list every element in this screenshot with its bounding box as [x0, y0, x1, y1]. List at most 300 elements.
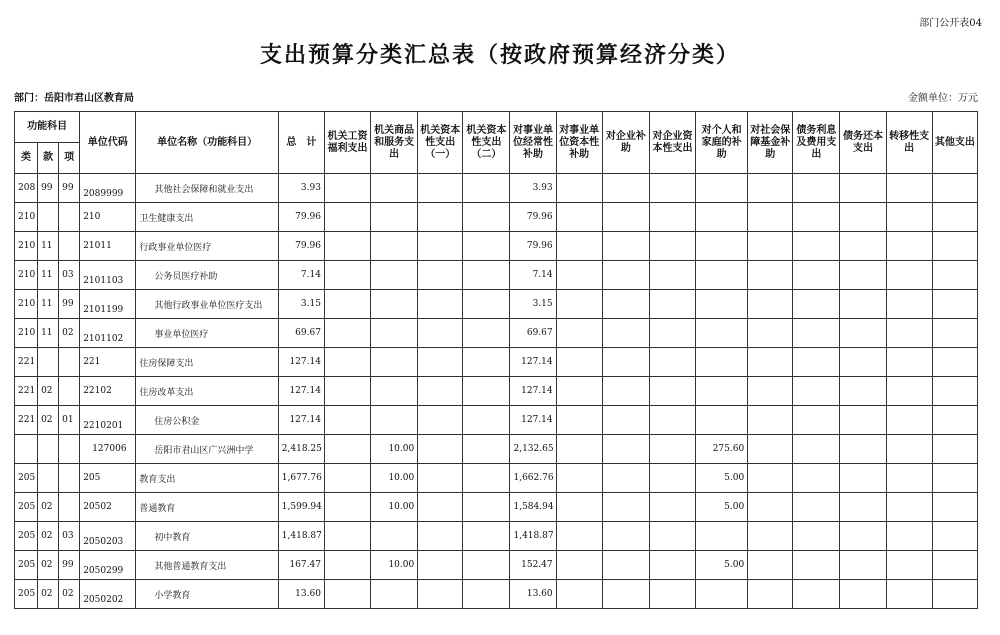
cell-code: 20502	[80, 493, 136, 522]
header-c14: 其他支出	[932, 112, 977, 174]
cell-c10	[748, 174, 793, 203]
cell-c9	[696, 319, 748, 348]
cell-c1	[324, 261, 370, 290]
cell-c2	[371, 232, 418, 261]
cell-xiang: 99	[59, 174, 80, 203]
cell-c6	[556, 319, 602, 348]
cell-c3	[418, 348, 463, 377]
header-c4: 机关资本性支出（二）	[463, 112, 510, 174]
table-row	[15, 261, 978, 290]
cell-c9	[696, 203, 748, 232]
cell-c5: 127.14	[510, 348, 556, 377]
cell-code: 2101103	[80, 261, 136, 290]
cell-c2: 10.00	[371, 551, 418, 580]
cell-c11	[793, 435, 840, 464]
table-row	[15, 435, 978, 464]
cell-c12	[840, 261, 886, 290]
table-body	[15, 174, 978, 609]
cell-lei: 221	[15, 348, 38, 377]
cell-c4	[463, 232, 510, 261]
cell-code: 127006	[80, 435, 136, 464]
cell-total: 3.15	[278, 290, 324, 319]
table-row	[15, 493, 978, 522]
cell-c9	[696, 290, 748, 319]
cell-c13	[886, 377, 932, 406]
cell-c1	[324, 290, 370, 319]
cell-c13	[886, 319, 932, 348]
table-row	[15, 377, 978, 406]
cell-c5: 7.14	[510, 261, 556, 290]
cell-c6	[556, 522, 602, 551]
cell-xiang	[59, 464, 80, 493]
cell-c11	[793, 493, 840, 522]
page-title: 支出预算分类汇总表（按政府预算经济分类）	[259, 43, 740, 68]
cell-kuan	[38, 203, 59, 232]
cell-c3	[418, 232, 463, 261]
header-name: 单位名称（功能科目）	[136, 112, 278, 174]
department-label: 部门：岳阳市君山区教育局	[14, 93, 134, 104]
cell-lei: 205	[15, 522, 38, 551]
cell-code: 22102	[80, 377, 136, 406]
cell-c5: 127.14	[510, 377, 556, 406]
cell-c7	[602, 551, 649, 580]
cell-c3	[418, 261, 463, 290]
cell-c11	[793, 319, 840, 348]
cell-xiang: 03	[59, 522, 80, 551]
cell-c8	[649, 522, 695, 551]
cell-c5: 1,662.76	[510, 464, 556, 493]
cell-c9: 275.60	[696, 435, 748, 464]
cell-name: 住房改革支出	[136, 377, 278, 406]
cell-c4	[463, 319, 510, 348]
cell-c4	[463, 261, 510, 290]
cell-c1	[324, 522, 370, 551]
header-c1: 机关工资福利支出	[324, 112, 370, 174]
cell-c4	[463, 174, 510, 203]
cell-c12	[840, 232, 886, 261]
cell-c4	[463, 551, 510, 580]
header-func-group: 功能科目	[15, 112, 80, 143]
cell-c2	[371, 174, 418, 203]
cell-c14	[932, 464, 977, 493]
cell-total: 127.14	[278, 406, 324, 435]
cell-c11	[793, 290, 840, 319]
cell-c11	[793, 522, 840, 551]
cell-total: 13.60	[278, 580, 324, 609]
cell-c13	[886, 522, 932, 551]
cell-c8	[649, 406, 695, 435]
cell-total: 3.93	[278, 174, 324, 203]
header-total: 总 计	[278, 112, 324, 174]
cell-lei: 221	[15, 406, 38, 435]
cell-lei: 205	[15, 493, 38, 522]
cell-c1	[324, 319, 370, 348]
cell-total: 167.47	[278, 551, 324, 580]
header-c10: 对社会保障基金补助	[748, 112, 793, 174]
cell-code: 21011	[80, 232, 136, 261]
cell-c7	[602, 406, 649, 435]
cell-name: 其他普通教育支出	[136, 551, 278, 580]
cell-c12	[840, 174, 886, 203]
cell-c1	[324, 174, 370, 203]
cell-code: 210	[80, 203, 136, 232]
cell-total: 1,418.87	[278, 522, 324, 551]
cell-name: 公务员医疗补助	[136, 261, 278, 290]
cell-c9	[696, 174, 748, 203]
cell-c8	[649, 580, 695, 609]
cell-c10	[748, 464, 793, 493]
table-row	[15, 464, 978, 493]
cell-c6	[556, 464, 602, 493]
cell-c4	[463, 522, 510, 551]
cell-code: 2210201	[80, 406, 136, 435]
cell-c8	[649, 435, 695, 464]
cell-c14	[932, 261, 977, 290]
cell-c9	[696, 261, 748, 290]
cell-c14	[932, 551, 977, 580]
cell-c13	[886, 174, 932, 203]
cell-c5: 127.14	[510, 406, 556, 435]
cell-c7	[602, 319, 649, 348]
cell-c5: 1,418.87	[510, 522, 556, 551]
cell-c1	[324, 435, 370, 464]
cell-kuan: 11	[38, 232, 59, 261]
cell-c6	[556, 203, 602, 232]
table-header	[15, 112, 978, 174]
budget-table	[14, 111, 978, 609]
cell-c5: 3.15	[510, 290, 556, 319]
cell-c8	[649, 203, 695, 232]
cell-kuan	[38, 435, 59, 464]
cell-c12	[840, 377, 886, 406]
cell-kuan: 99	[38, 174, 59, 203]
header-c6: 对事业单位资本性补助	[556, 112, 602, 174]
cell-c14	[932, 203, 977, 232]
cell-c6	[556, 290, 602, 319]
cell-c10	[748, 435, 793, 464]
cell-c8	[649, 464, 695, 493]
cell-xiang	[59, 348, 80, 377]
cell-c2	[371, 377, 418, 406]
cell-c1	[324, 203, 370, 232]
cell-name: 其他行政事业单位医疗支出	[136, 290, 278, 319]
cell-c4	[463, 290, 510, 319]
cell-kuan	[38, 348, 59, 377]
cell-total: 1,599.94	[278, 493, 324, 522]
table-row	[15, 348, 978, 377]
cell-c1	[324, 406, 370, 435]
cell-c14	[932, 435, 977, 464]
cell-c11	[793, 174, 840, 203]
cell-total: 127.14	[278, 377, 324, 406]
cell-c3	[418, 435, 463, 464]
cell-c12	[840, 203, 886, 232]
cell-c14	[932, 406, 977, 435]
cell-c8	[649, 377, 695, 406]
table-row	[15, 319, 978, 348]
cell-c3	[418, 377, 463, 406]
cell-c10	[748, 348, 793, 377]
cell-c6	[556, 261, 602, 290]
table-row	[15, 232, 978, 261]
cell-c7	[602, 522, 649, 551]
cell-lei: 205	[15, 551, 38, 580]
cell-c5: 79.96	[510, 232, 556, 261]
cell-c4	[463, 580, 510, 609]
cell-total: 2,418.25	[278, 435, 324, 464]
cell-c7	[602, 493, 649, 522]
cell-kuan: 11	[38, 261, 59, 290]
cell-c1	[324, 464, 370, 493]
cell-lei: 210	[15, 319, 38, 348]
cell-c7	[602, 232, 649, 261]
cell-kuan: 02	[38, 377, 59, 406]
cell-c4	[463, 493, 510, 522]
cell-kuan: 02	[38, 522, 59, 551]
cell-c12	[840, 493, 886, 522]
cell-c5: 152.47	[510, 551, 556, 580]
cell-c1	[324, 551, 370, 580]
cell-c9	[696, 406, 748, 435]
cell-c10	[748, 290, 793, 319]
cell-name: 岳阳市君山区广兴洲中学	[136, 435, 278, 464]
cell-xiang: 01	[59, 406, 80, 435]
cell-code: 2101102	[80, 319, 136, 348]
cell-c14	[932, 522, 977, 551]
cell-c10	[748, 406, 793, 435]
cell-c4	[463, 406, 510, 435]
cell-kuan: 11	[38, 319, 59, 348]
cell-c4	[463, 203, 510, 232]
cell-code: 2101199	[80, 290, 136, 319]
cell-c13	[886, 232, 932, 261]
form-number: 部门公开表04	[919, 18, 982, 29]
cell-c14	[932, 348, 977, 377]
cell-total: 1,677.76	[278, 464, 324, 493]
cell-c3	[418, 522, 463, 551]
cell-c10	[748, 493, 793, 522]
cell-c1	[324, 348, 370, 377]
cell-c11	[793, 377, 840, 406]
cell-c8	[649, 174, 695, 203]
cell-c13	[886, 580, 932, 609]
table-row	[15, 290, 978, 319]
cell-c7	[602, 203, 649, 232]
cell-c4	[463, 348, 510, 377]
cell-lei: 205	[15, 580, 38, 609]
cell-c6	[556, 580, 602, 609]
cell-c8	[649, 232, 695, 261]
cell-c13	[886, 203, 932, 232]
cell-c9: 5.00	[696, 493, 748, 522]
amount-unit-label: 金额单位：万元	[908, 93, 978, 104]
cell-c3	[418, 406, 463, 435]
cell-c2	[371, 261, 418, 290]
cell-c11	[793, 261, 840, 290]
cell-c10	[748, 319, 793, 348]
cell-xiang	[59, 377, 80, 406]
cell-name: 普通教育	[136, 493, 278, 522]
cell-c14	[932, 580, 977, 609]
cell-c11	[793, 203, 840, 232]
cell-c6	[556, 435, 602, 464]
cell-c14	[932, 174, 977, 203]
cell-c3	[418, 319, 463, 348]
cell-c6	[556, 232, 602, 261]
cell-c13	[886, 464, 932, 493]
cell-c11	[793, 406, 840, 435]
cell-total: 7.14	[278, 261, 324, 290]
cell-lei: 205	[15, 464, 38, 493]
cell-c14	[932, 319, 977, 348]
cell-c5: 13.60	[510, 580, 556, 609]
cell-kuan: 02	[38, 493, 59, 522]
cell-c13	[886, 348, 932, 377]
cell-c7	[602, 435, 649, 464]
cell-c6	[556, 174, 602, 203]
header-xiang: 项	[59, 143, 80, 174]
cell-c10	[748, 580, 793, 609]
cell-total: 69.67	[278, 319, 324, 348]
cell-c6	[556, 551, 602, 580]
cell-code: 221	[80, 348, 136, 377]
cell-c7	[602, 464, 649, 493]
cell-c1	[324, 493, 370, 522]
cell-c10	[748, 377, 793, 406]
table-row	[15, 580, 978, 609]
cell-c2	[371, 348, 418, 377]
cell-kuan: 02	[38, 406, 59, 435]
cell-lei: 208	[15, 174, 38, 203]
cell-c4	[463, 464, 510, 493]
cell-kuan: 02	[38, 551, 59, 580]
cell-c2	[371, 406, 418, 435]
cell-c1	[324, 580, 370, 609]
cell-kuan: 02	[38, 580, 59, 609]
cell-c3	[418, 551, 463, 580]
cell-name: 住房保障支出	[136, 348, 278, 377]
cell-xiang	[59, 232, 80, 261]
cell-c12	[840, 464, 886, 493]
header-c5: 对事业单位经常性补助	[510, 112, 556, 174]
cell-name: 住房公积金	[136, 406, 278, 435]
cell-lei: 210	[15, 232, 38, 261]
cell-c10	[748, 551, 793, 580]
cell-c8	[649, 319, 695, 348]
cell-name: 其他社会保障和就业支出	[136, 174, 278, 203]
cell-c2: 10.00	[371, 493, 418, 522]
cell-c2: 10.00	[371, 464, 418, 493]
header-c9: 对个人和家庭的补助	[696, 112, 748, 174]
cell-c8	[649, 290, 695, 319]
cell-c3	[418, 290, 463, 319]
cell-xiang: 99	[59, 290, 80, 319]
cell-name: 卫生健康支出	[136, 203, 278, 232]
cell-c12	[840, 290, 886, 319]
cell-c6	[556, 377, 602, 406]
cell-c13	[886, 551, 932, 580]
cell-c7	[602, 290, 649, 319]
cell-c8	[649, 261, 695, 290]
table-row	[15, 551, 978, 580]
cell-c14	[932, 377, 977, 406]
header-c11: 债务利息及费用支出	[793, 112, 840, 174]
cell-lei: 210	[15, 203, 38, 232]
cell-code: 2050299	[80, 551, 136, 580]
table-row	[15, 174, 978, 203]
cell-c8	[649, 348, 695, 377]
cell-c9: 5.00	[696, 551, 748, 580]
cell-c7	[602, 174, 649, 203]
header-c13: 转移性支出	[886, 112, 932, 174]
cell-c10	[748, 203, 793, 232]
cell-c9	[696, 348, 748, 377]
cell-c7	[602, 261, 649, 290]
cell-c6	[556, 348, 602, 377]
cell-c12	[840, 319, 886, 348]
cell-code: 205	[80, 464, 136, 493]
cell-name: 行政事业单位医疗	[136, 232, 278, 261]
cell-code: 2050203	[80, 522, 136, 551]
cell-name: 事业单位医疗	[136, 319, 278, 348]
header-c2: 机关商品和服务支出	[371, 112, 418, 174]
cell-c2: 10.00	[371, 435, 418, 464]
header-kuan: 款	[38, 143, 59, 174]
cell-c12	[840, 435, 886, 464]
cell-c11	[793, 348, 840, 377]
cell-xiang: 02	[59, 319, 80, 348]
cell-c2	[371, 203, 418, 232]
cell-c10	[748, 522, 793, 551]
cell-c8	[649, 551, 695, 580]
header-c8: 对企业资本性支出	[649, 112, 695, 174]
cell-c11	[793, 232, 840, 261]
cell-c13	[886, 435, 932, 464]
cell-c13	[886, 290, 932, 319]
cell-lei: 221	[15, 377, 38, 406]
cell-c2	[371, 319, 418, 348]
cell-c5: 2,132.65	[510, 435, 556, 464]
header-lei: 类	[15, 143, 38, 174]
cell-c6	[556, 406, 602, 435]
cell-c5: 79.96	[510, 203, 556, 232]
table-row	[15, 203, 978, 232]
table-row	[15, 406, 978, 435]
cell-c9	[696, 232, 748, 261]
cell-c3	[418, 203, 463, 232]
cell-c14	[932, 493, 977, 522]
cell-c3	[418, 174, 463, 203]
cell-c9	[696, 580, 748, 609]
cell-c8	[649, 493, 695, 522]
cell-total: 127.14	[278, 348, 324, 377]
header-c7: 对企业补助	[602, 112, 649, 174]
cell-c3	[418, 464, 463, 493]
cell-c2	[371, 290, 418, 319]
cell-kuan	[38, 464, 59, 493]
cell-xiang	[59, 203, 80, 232]
cell-c12	[840, 348, 886, 377]
cell-c4	[463, 435, 510, 464]
cell-c13	[886, 261, 932, 290]
header-c3: 机关资本性支出（一）	[418, 112, 463, 174]
cell-c13	[886, 406, 932, 435]
cell-c3	[418, 580, 463, 609]
cell-c6	[556, 493, 602, 522]
header-code: 单位代码	[80, 112, 136, 174]
cell-name: 教育支出	[136, 464, 278, 493]
cell-kuan: 11	[38, 290, 59, 319]
